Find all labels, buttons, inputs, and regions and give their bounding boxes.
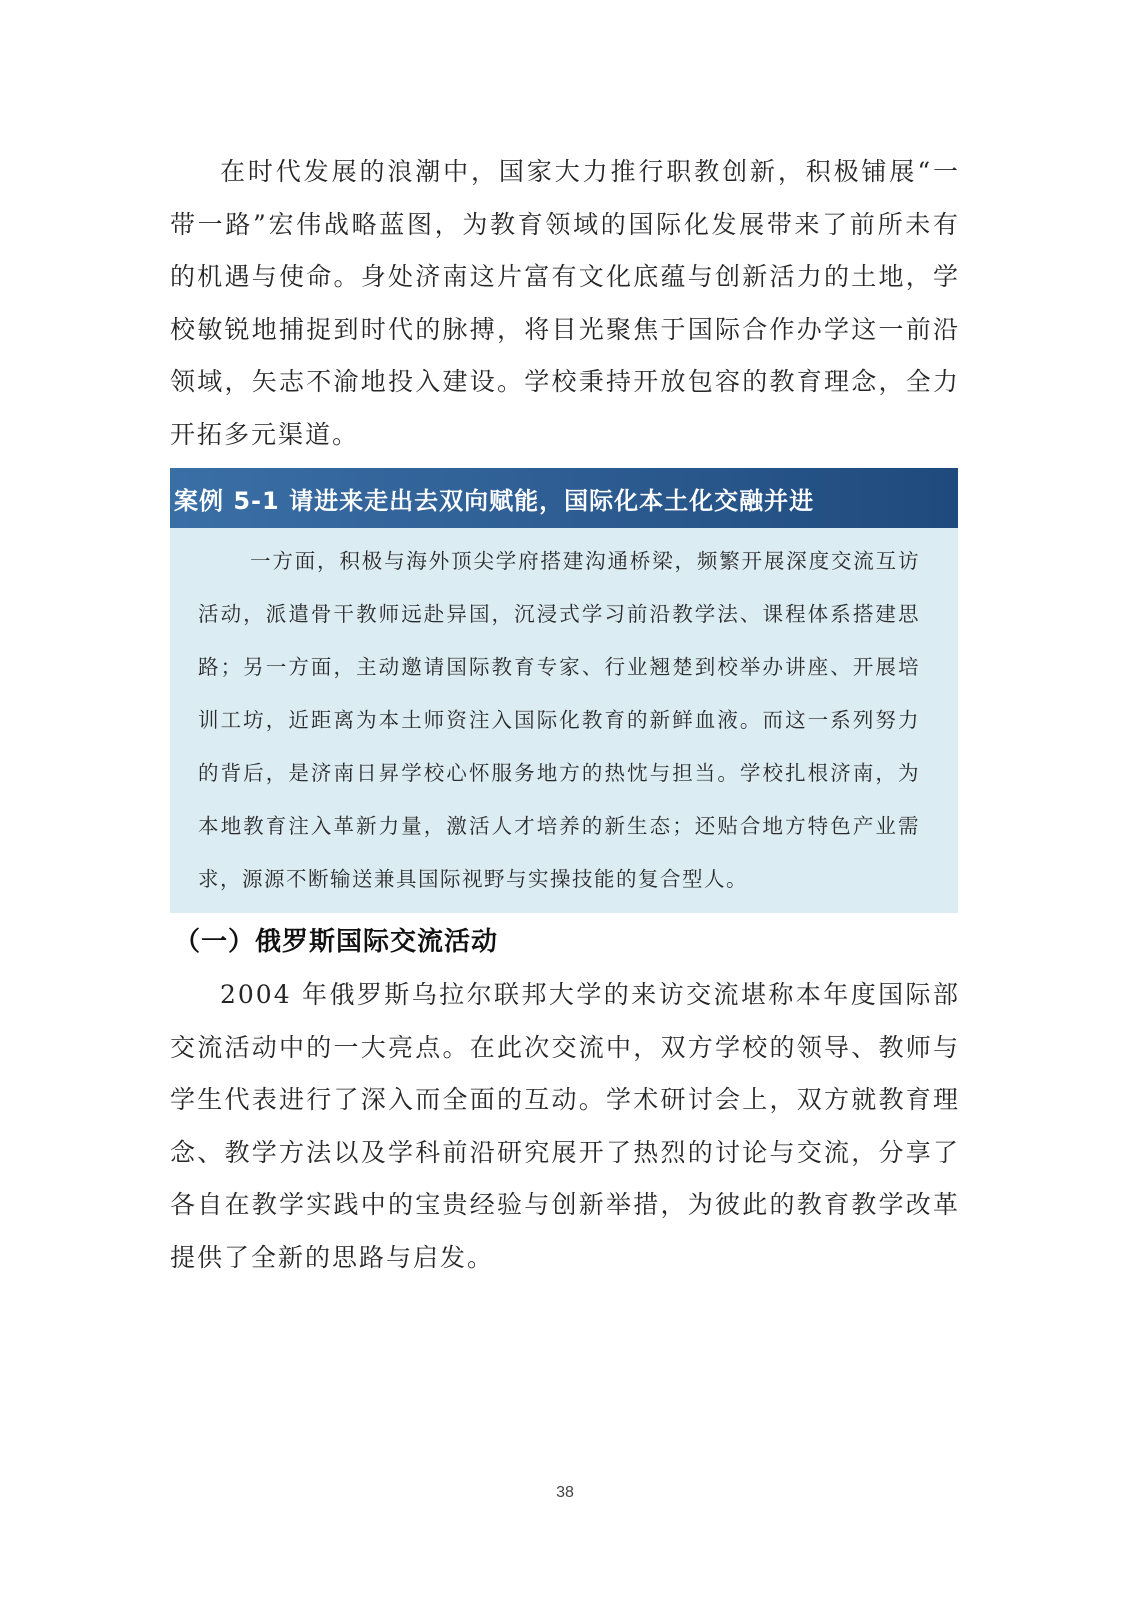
section-heading: （一）俄罗斯国际交流活动 bbox=[174, 927, 499, 957]
case-box bbox=[170, 468, 958, 913]
intro-paragraph: 在时代发展的浪潮中，国家大力推行职教创新，积极铺展“一带一路”宏伟战略蓝图，为教育领域的国际化发展带来了前所未有的机遇与使命。身处济南这片富有文化底蕴与创新活力的土地，学校敏锐地捕捉到时代的脉搏，将目光聚焦于国际合作办学这一前沿领域，矢志不渝地投入建设。学校秉持开放包容的教育理念，全力开拓多元渠道。 bbox=[170, 157, 960, 449]
page-number: 38 bbox=[556, 1484, 574, 1501]
case-title: 案例 5-1 请进来走出去双向赋能，国际化本土化交融并进 bbox=[174, 487, 815, 515]
case-header-bar bbox=[170, 468, 958, 528]
russia-exchange-paragraph: 2004 年俄罗斯乌拉尔联邦大学的来访交流堪称本年度国际部交流活动中的一大亮点。在此次交流中，双方学校的领导、教师与学生代表进行了深入而全面的互动。学术研讨会上，双方就教育理念、教学方法以及学科前沿研究展开了热烈的讨论与交流，分享了各自在教学实践中的宝贵经验与创新举措，为彼此的教育教学改革提供了全新的思路与启发。 bbox=[170, 980, 960, 1272]
case-body-text: 一方面，积极与海外顶尖学府搭建沟通桥梁，频繁开展深度交流互访活动，派遣骨干教师远赴异国，沉浸式学习前沿教学法、课程体系搭建思路；另一方面，主动邀请国际教育专家、行业翘楚到校举办讲座、开展培训工坊，近距离为本土师资注入国际化教育的新鲜血液。而这一系列努力的背后，是济南日昇学校心怀服务地方的热忱与担当。学校扎根济南，为本地教育注入革新力量，激活人才培养的新生态；还贴合地方特色产业需求，源源不断输送兼具国际视野与实操技能的复合型人。 bbox=[198, 549, 920, 891]
